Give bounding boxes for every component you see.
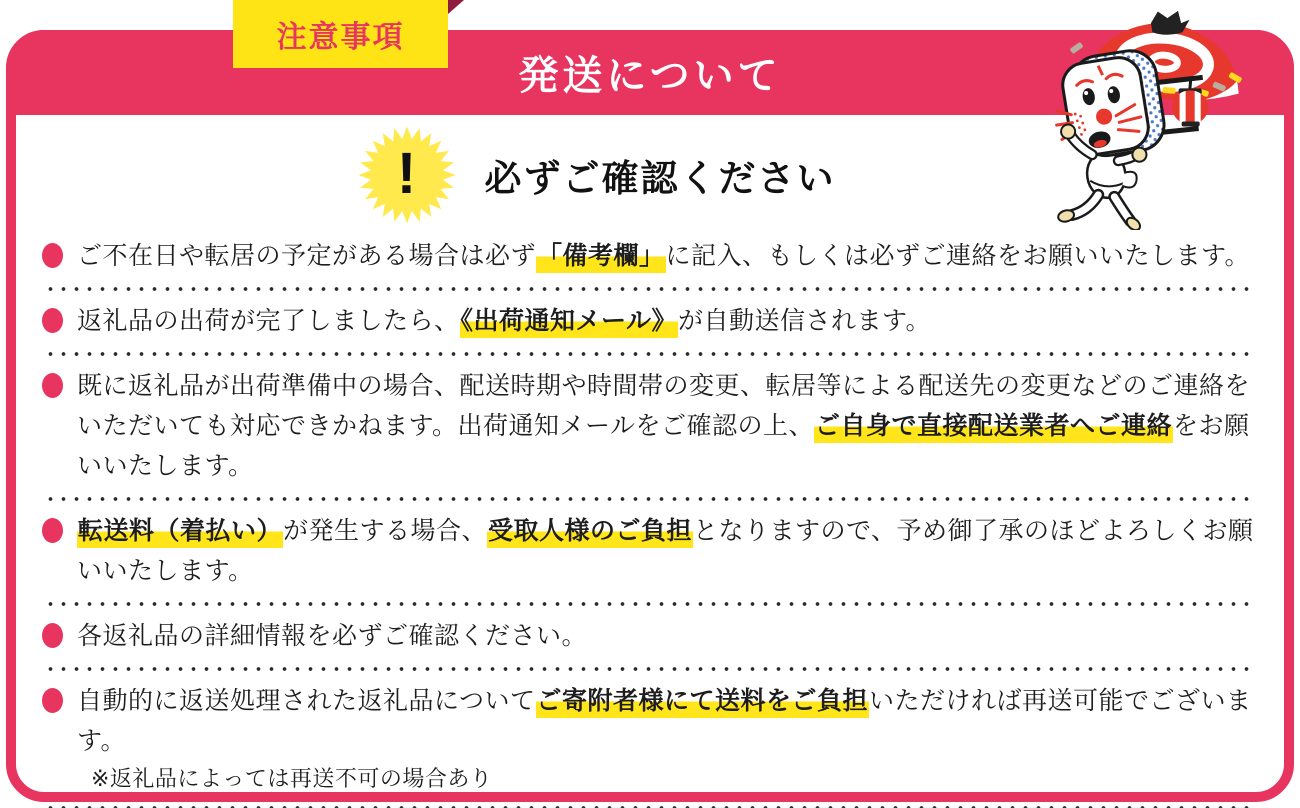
list-item-text [77,616,1258,656]
highlighted-text: 「備考欄」 [536,242,666,273]
list-item [42,611,1258,662]
list-item [42,506,1258,597]
text-segment: 既に返礼品が出荷準備中の場合、配送時期や時間帯の変更、転居等による配送先の変更などのご連絡をいただいても対応できかねます。出荷通知メールをご確認の上、 [77,372,1251,440]
bullet-dot [42,243,63,268]
caution-badge-label: 注意事項 [276,21,405,54]
list-item-text [77,301,1258,341]
highlighted-text: 転送料（着払い） [77,517,283,548]
text-segment: ご不在日や転居の予定がある場合は必ず [77,242,537,270]
exclamation-mark: ! [396,140,417,206]
list-item-text [77,236,1258,276]
exclamation-starburst-icon [355,123,459,227]
dotted-separator [44,667,1256,671]
caution-badge [233,0,448,68]
highlighted-text: 受取人様のご負担 [487,517,693,548]
list-item [42,231,1258,282]
confirm-heading: 必ずご確認ください [484,158,836,199]
text-segment: に記入、もしくは必ずご連絡をお願いいたします。 [665,242,1251,270]
dotted-separator [44,602,1256,606]
list-item-text [77,681,1258,795]
text-segment: が自動送信されます。 [678,307,932,335]
text-segment: となりますので、予め御了承のほどよろしくお願いいたします。 [77,517,1254,585]
text-segment: 自動的に返送処理された返礼品について [77,687,536,715]
badge-fold-icon [448,0,464,14]
list-item [42,361,1258,492]
footnote: ※返礼品によっては再送不可の場合あり [91,766,493,791]
notice-list [16,229,1284,808]
list-item-text [77,366,1258,486]
highlighted-text: ご自身で直接配送業者へご連絡 [814,412,1173,443]
bullet-dot [42,688,63,713]
text-segment: 各返礼品の詳細情報を必ずご確認ください。 [77,622,588,650]
text-segment: いただければ再送可能でございます。 [77,687,1252,755]
festival-mascot-icon [1050,4,1260,230]
bullet-dot [42,623,63,648]
list-item [42,676,1258,801]
bullet-dot [42,373,63,398]
dotted-separator [44,497,1256,501]
mascot-face [1050,47,1168,163]
text-segment: が発生する場合、 [283,517,488,545]
bullet-dot [42,308,63,333]
bullet-dot [42,518,63,543]
dotted-separator [44,352,1256,356]
list-item [42,296,1258,347]
confirm-heading-row [0,121,1229,229]
page-title: 発送について [518,54,782,98]
highlighted-text: ご寄附者様にて送料をご負担 [536,687,870,718]
highlighted-text: 《出荷通知メール》 [460,307,679,338]
dotted-separator [44,287,1256,291]
text-segment: 返礼品の出荷が完了しましたら、 [77,307,460,335]
text-segment: をお願いいたします。 [77,412,1250,480]
list-item-text [77,511,1258,591]
